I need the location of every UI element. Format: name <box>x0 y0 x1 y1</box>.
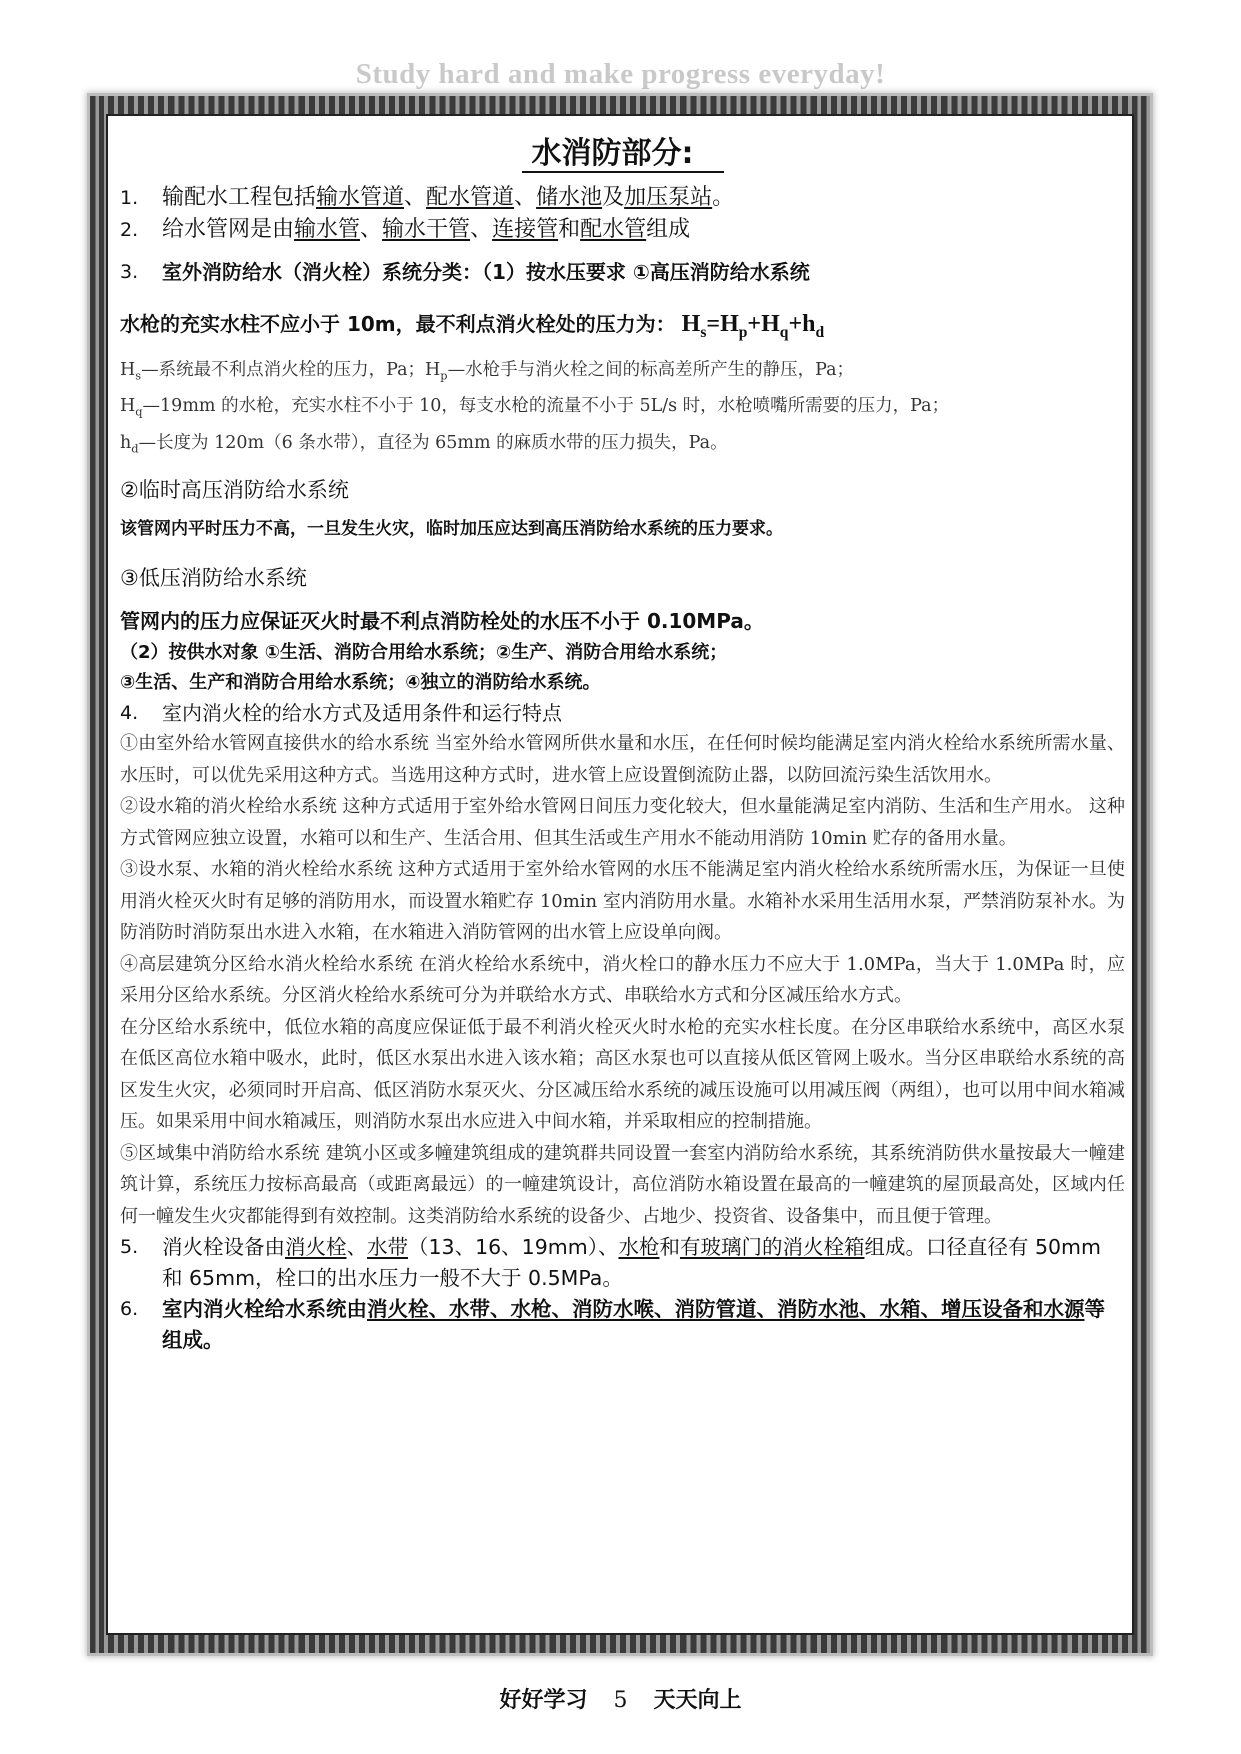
document-body <box>120 124 1125 1356</box>
list-item-1: 1. 输配水工程包括输水管道、配水管道、储水池及加压泵站。 <box>120 185 735 210</box>
list-item-4: 4. 室内消火栓的给水方式及适用条件和运行特点 <box>120 701 562 726</box>
header-slogan: Study hard and make progress everyday! <box>355 58 886 90</box>
paragraph-direct-supply: ①由室外给水管网直接供水的给水系统 当室外给水管网所供水量和水压，在任何时候均能满足室内消火栓给水系统所需水量、水压时，可以优先采用这种方式。当选用这种方式时，进水管上应设置倒流防止器，以防回流污染生活饮用水。 <box>120 733 1125 786</box>
definition-line-1: $H_s—$系统最不利点消火栓的压力，Pa；$H_p—$水枪手与消火栓之间的标高差所产生的静压，Pa； <box>120 359 854 383</box>
paragraph-zoned-details: 在分区给水系统中，低位水箱的高度应保证低于最不利消火栓灭火时水枪的充实水柱长度。在分区串联给水系统中，高区水泵在低区高位水箱中吸水，此时，低区水泵出水进入该水箱；高区水泵也可以直接从低区管网上吸水。当分区串联给水系统的高区发生火灾，必须同时开启高、低区消防水泵灭火、分区减压给水系统的减压设施可以用减压阀（两组），也可以用中间水箱减压。如果采用中间水箱减压，则消防水泵出水应进入中间水箱，并采取相应的控制措施。 <box>120 1016 1125 1133</box>
paragraph-regional-supply: ⑤区域集中消防给水系统 建筑小区或多幢建筑组成的建筑群共同设置一套室内消防给水系统，其系统消防供水量按最大一幢建筑计算，系统压力按标高最高（或距离最远）的一幢建筑设计，高位消防水箱设置在最高的一幢建筑的屋顶最高处，区域内任何一幢发生火灾都能得到有效控制。这类消防给水系统的设备少、占地少、投资省、设备集中，而且便于管理。 <box>120 1142 1125 1227</box>
supply-classification-1: （2）按供水对象 ①生活、消防合用给水系统；②生产、消防合用给水系统； <box>120 642 728 664</box>
paragraph-tank-supply: ②设水箱的消火栓给水系统 这种方式适用于室外给水管网日间压力变化较大，但水量能满足室内消防、生活和生产用水。 这种方式管网应独立设置，水箱可以和生产、生活合用、但其生活或生产用水不能动用消防 10min 贮存的备用水量。 <box>120 796 1125 849</box>
low-pressure-desc: 管网内的压力应保证灭火时最不利点消防栓处的水压不小于 0.10MPa。 <box>120 609 764 634</box>
list-item-3: 3. 室外消防给水（消火栓）系统分类：（1）按水压要求 ①高压消防给水系统 <box>120 260 810 284</box>
footer-left: 好好学习 <box>499 1687 588 1713</box>
temp-high-pressure-heading: ②临时高压消防给水系统 <box>120 478 349 503</box>
paragraph-pump-tank-supply: ③设水泵、水箱的消火栓给水系统 这种方式适用于室外给水管网的水压不能满足室内消火栓给水系统所需水压，为保证一旦使用消火栓灭火时有足够的消防用水，而设置水箱贮存 10min 室内消防用水量。水箱补水采用生活用水泵，严禁消防泵补水。为防消防时消防泵出水进入水箱，在水箱进入消防管网的出水管上应设单向阀。 <box>120 859 1125 944</box>
page-number: 5 <box>613 1688 628 1713</box>
low-pressure-heading: ③低压消防给水系统 <box>120 566 307 591</box>
temp-high-pressure-desc: 该管网内平时压力不高，一旦发生火灾，临时加压应达到高压消防给水系统的压力要求。 <box>120 519 783 540</box>
definition-line-2: $H_q—19mm$ 的水枪，充实水柱不小于 10，每支水枪的流量不小于 5L/s 时，水枪喷嘴所需要的压力，Pa； <box>120 396 950 419</box>
footer <box>0 1683 1241 1714</box>
definition-line-3: $h_d—$长度为 120m（6 条水带），直径为 65mm 的麻质水带的压力损失，Pa。 <box>120 432 728 456</box>
supply-classification-2: ③生活、生产和消防合用给水系统；④独立的消防给水系统。 <box>120 672 601 694</box>
list-item-2: 2. 给水管网是由输水管、输水干管、连接管和配水管组成 <box>120 217 691 242</box>
list-item-5: 5. 消火栓设备由消火栓、水带（13、16、19mm）、水枪和有玻璃门的消火栓箱组成。口径直径有 50mm 和 65mm，栓口的出水压力一般不大于 0.5MPa。 <box>120 1235 1101 1291</box>
list-item-6: 6. 室内消火栓给水系统由消火栓、水带、水枪、消防水喉、消防管道、消防水池、水箱、增压设备和水源等组成。 <box>120 1297 1105 1353</box>
footer-right: 天天向上 <box>653 1687 742 1713</box>
pressure-formula: 水枪的充实水柱不应小于 10m，最不利点消火栓处的压力为： $H_s=H_p+H_q+h_d$ <box>120 311 825 341</box>
paragraph-zoned-supply: ④高层建筑分区给水消火栓给水系统 在消火栓给水系统中，消火栓口的静水压力不应大于 1.0MPa，当大于 1.0MPa 时，应采用分区给水系统。分区消火栓给水系统可分为并联给水方式、串联给水方式和分区减压给水方式。 <box>120 953 1125 1007</box>
section-title: 水消防部分: <box>120 128 1125 172</box>
